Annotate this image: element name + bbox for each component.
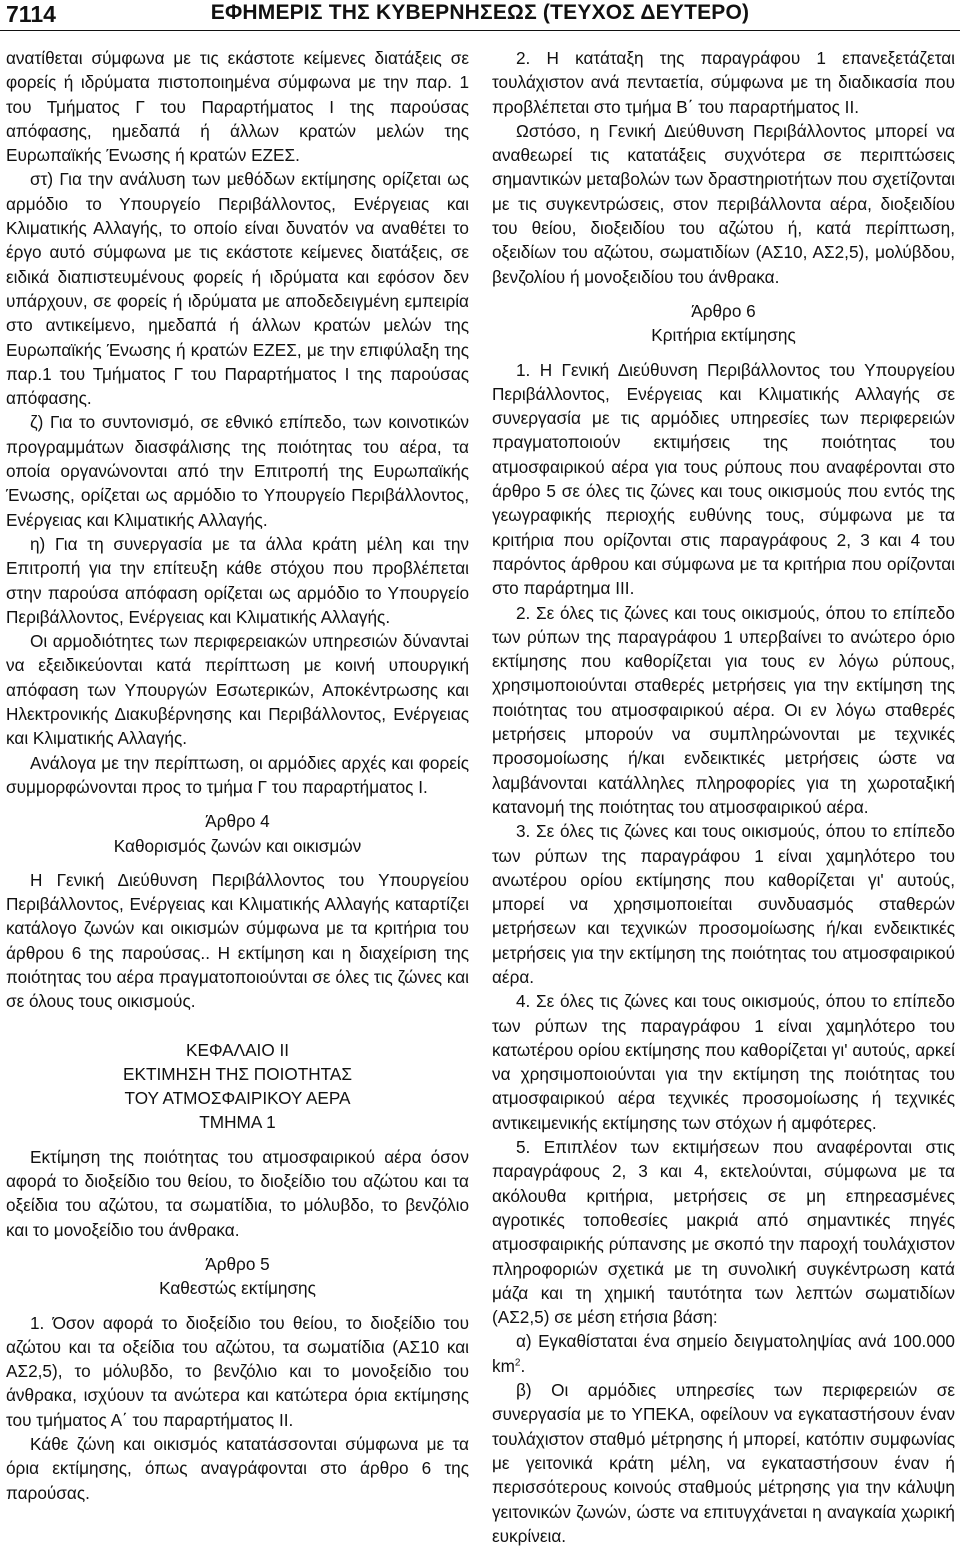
paragraph: 5. Επιπλέον των εκτιμήσεων που αναφέρονται στις παραγράφους 2, 3 και 4, εκτελούνται, σύμφωνα με τα ακόλουθα κριτήρια, μετρήσεις σε μη επηρεασμένες αγροτικές τοποθεσίες μακριά από σημαντικές πηγές ατμοσφαιρικής ρύπανσης με σκοπό την παροχή τουλάχιστον πληροφοριών σχετικά με τη συνολική συγκέντρωση κατά μάζα και τη χημική ταυτότητα των λεπτών σωματιδίων (ΑΣ2,5) σε μέση ετήσια βάση: [492, 1137, 955, 1328]
paragraph: ανατίθεται σύμφωνα με τις εκάστοτε κείμενες διατάξεις σε φορείς ή ιδρύματα πιστοποιημένα σύμφωνα με την παρ. 1 του Τμήματος Γ του Παραρτήματος Ι της παρούσας απόφασης, ημεδαπά ή άλλων κρατών μελών της Ευρωπαϊκής Ένωσης ή κρατών ΕΖΕΣ. [6, 48, 469, 166]
paragraph: Η Γενική Διεύθυνση Περιβάλλοντος του Υπουργείου Περιβάλλοντος, Ενέργειας και Κλιματικής Αλλαγής καταρτίζει κατάλογο ζωνών και οικισμών σύμφωνα με τα κριτήρια του άρθρου 6 της παρούσας.. Η εκτίμηση και η διαχείριση της ποιότητας του αέρα πραγματοποιούνται σε όλες τις ζώνες και σε όλους τους οικισμούς. [6, 869, 469, 1012]
paragraph: ζ) Για το συντονισμό, σε εθνικό επίπεδο, των κοινοτικών προγραμμάτων διασφάλισης της ποιότητας του αέρα, τα οποία οργανώνονται από την Επιτροπή της Ευρωπαϊκής Ένωσης, ορίζεται ως αρμόδιο το Υπουργείο Περιβάλλοντος, Ενέργειας και Κλιματικής Αλλαγής. [6, 412, 469, 530]
paragraph: 1. Η Γενική Διεύθυνση Περιβάλλοντος του Υπουργείου Περιβάλλοντος, Ενέργειας και Κλιματικής Αλλαγής σε συνεργασία με τις αρμόδιες υπηρεσίες των περιφερειών πραγματοποιούν εκτιμήσεις της ποιότητας του ατμοσφαιρικού αέρα για τους ρύπους που αναφέρονται στο άρθρο 5 σε όλες τις ζώνες και τους οικισμούς που εντός της γεωγραφικής περιοχής ευθύνης τους, σύμφωνα με τα κριτήρια που ορίζονται στις παραγράφους 2, 3 και 4 του παρόντος άρθρου και σύμφωνα με τα κριτήρια που ορίζονται στο παράρτημα ΙΙΙ. [492, 359, 955, 599]
paragraph: 3. Σε όλες τις ζώνες και τους οικισμούς, όπου το επίπεδο των ρύπων της παραγράφου 1 είναι χαμηλότερο του ανωτέρου ορίου εκτίμησης που καθορίζεται γι' αυτούς, μπορεί να χρησιμοποιείται συνδυασμός σταθερών μετρήσεων και τεχνικών προσομοίωσης ή/και ενδεικτικές μετρήσεις για την εκτίμηση της ποιότητας του ατμοσφαιρικού αέρα. [492, 821, 955, 987]
right-column [492, 46, 955, 1548]
paragraph: Ωστόσο, η Γενική Διεύθυνση Περιβάλλοντος μπορεί να αναθεωρεί τις κατατάξεις συχνότερα σε περιπτώσεις σημαντικών μεταβολών των δραστηριοτήτων που σχετίζονται με τις συγκεντρώσεις, στον περιβάλλοντα αέρα, διοξειδίου του θείου, διοξειδίου του αζώτου ή, κατά περίπτωση, οξειδίων του αζώτου, σωματιδίων (ΑΣ10, ΑΣ2,5), μολύβδου, βενζολίου ή μονοξειδίου του άνθρακα. [492, 120, 955, 287]
article-5-subtitle: Καθεστώς εκτίμησης [159, 1278, 316, 1299]
chapter-heading: ΚΕΦΑΛΑΙΟ ΙΙ [185, 1039, 290, 1060]
paragraph: Εκτίμηση της ποιότητας του ατμοσφαιρικού αέρα όσον αφορά το διοξείδιο του θείου, το διοξείδιο του αζώτου και τα οξείδια του αζώτου, τα σωματίδια, το μόλυβδο, το βενζόλιο και το μονοξείδιο του άνθρακα. [6, 1146, 469, 1240]
paragraph: 2. Σε όλες τις ζώνες και τους οικισμούς, όπου το επίπεδο των ρύπων της παραγράφου 1 υπερβαίνει το ανώτερο όριο εκτίμησης που καθορίζεται για τους εν λόγω ρύπους, χρησιμοποιούνται σταθερές μετρήσεις για την εκτίμηση της ποιότητας του ατμοσφαιρικού αέρα. Οι εν λόγω σταθερές μετρήσεις μπορούν να συμπληρώνονται με τεχνικές προσομοίωσης ή/και ενδεικτικές μετρήσεις ώστε να λαμβάνονται κατάλληλες πληροφορίες για τη χωροταξική κατανομή της ποιότητας του ατμοσφαιρικού αέρα. [492, 602, 955, 817]
paragraph: 2. Η κατάταξη της παραγράφου 1 επανεξετάζεται τουλάχιστον ανά πενταετία, σύμφωνα με τη διαδικασία που προβλέπεται στο τμήμα Β΄ του παραρτήματος ΙΙ. [492, 48, 955, 117]
page-header [0, 0, 960, 31]
paragraph: Κάθε ζώνη και οικισμός κατατάσσονται σύμφωνα με τα όρια εκτίμησης, όπως αναγράφονται στο άρθρο 6 της παρούσας. [6, 1434, 469, 1503]
section-heading: ΤΜΗΜΑ 1 [199, 1112, 276, 1133]
chapter-title-line-1: ΕΚΤΙΜΗΣΗ ΤΗΣ ΠΟΙΟΤΗΤΑΣ [123, 1063, 352, 1084]
article-6-subtitle: Κριτήρια εκτίμησης [651, 325, 796, 346]
paragraph: β) Οι αρμόδιες υπηρεσίες των περιφερειών σε συνεργασία με το ΥΠΕΚΑ, οφείλουν να εγκαταστήσουν έναν τουλάχιστον σταθμό μέτρησης ή μπορεί, κατόπιν συμφωνίας με γειτονικά κράτη μέλη, να εγκαταστήσουν έναν ή περισσότερους κοινούς σταθμούς μέτρησης για την κάλυψη γειτονικών ζωνών, ώστε να επιτυγχάνεται η αναγκαία χωρική ευκρίνεια. [492, 1380, 955, 1546]
article-5-title: Άρθρο 5 [205, 1253, 270, 1274]
paragraph: 1. Όσον αφορά το διοξείδιο του θείου, το διοξείδιο του αζώτου και τα οξείδια του αζώτου, τα σωματίδια (ΑΣ10 και ΑΣ2,5), το μόλυβδο, το βενζόλιο και το μονοξείδιο του άνθρακα, ισχύουν τα ανώτερα και κατώτερα όρια εκτίμησης του τμήματος Α΄ του παραρτήματος ΙΙ. [6, 1312, 469, 1430]
paragraph: Ανάλογα με την περίπτωση, οι αρμόδιες αρχές και φορείς συμμορφώνονται προς το τμήμα Γ του παραρτήματος Ι. [6, 752, 469, 797]
article-4-subtitle: Καθορισμός ζωνών και οικισμών [113, 835, 362, 856]
article-4-title: Άρθρο 4 [205, 811, 270, 832]
paragraph: Οι αρμοδιότητες των περιφερειακών υπηρεσιών δύναντai να εξειδικεύονται κατά περίπτωση με κοινή υπουργική απόφαση των Υπουργών Εσωτερικών, Αποκέντρωσης και Ηλεκτρονικής Διακυβέρνησης και Περιβάλλοντος, Ενέργειας και Κλιματικής Αλλαγής. [6, 631, 469, 749]
left-column [6, 46, 469, 1505]
paragraph: στ) Για την ανάλυση των μεθόδων εκτίμησης ορίζεται ως αρμόδιο το Υπουργείο Περιβάλλοντος, Ενέργειας και Κλιματικής Αλλαγής, το οποίο είναι δυνατόν να αναθέτει το έργο αυτό σύμφωνα με τις εκάστοτε κείμενες διατάξεις, σε ειδικά διαπιστευμένους φορείς ή ιδρύματα και εφόσον δεν υπάρχουν, σε φορείς ή ιδρύματα με αποδεδειγμένη εμπειρία στο αντικείμενο, ημεδαπά ή άλλων κρατών μελών της Ευρωπαϊκής Ένωσης ή κρατών ΕΖΕΣ, με την επιφύλαξη της παρ.1 του Τμήματος Γ του Παραρτήματος Ι της παρούσας απόφασης. [6, 169, 469, 409]
superscript: 2 [514, 1357, 521, 1368]
article-6-title: Άρθρο 6 [691, 300, 756, 321]
paragraph-end: . [520, 1355, 526, 1376]
paragraph-text: α) Εγκαθίσταται ένα σημείο δειγματοληψίας ανά 100.000 km [492, 1331, 955, 1376]
chapter-title-line-2: ΤΟΥ ΑΤΜΟΣΦΑΙΡΙΚΟΥ ΑΕΡΑ [124, 1088, 351, 1109]
paragraph: 4. Σε όλες τις ζώνες και τους οικισμούς, όπου το επίπεδο των ρύπων της παραγράφου 1 είναι χαμηλότερο του κατωτέρου ορίου εκτίμησης που καθορίζεται γι' αυτούς, αρκεί να χρησιμοποιούνται για την εκτίμηση της ποιότητας του ατμοσφαιρικού αέρα τεχνικές προσομοίωσης ή τεχνικές αντικειμενικής εκτίμησης των στόχων ή αμφότερες. [492, 991, 955, 1133]
paragraph [492, 1329, 955, 1378]
gazette-title: ΕΦΗΜΕΡΙΣ ΤΗΣ ΚΥΒΕΡΝΗΣΕΩΣ (ΤΕΥΧΟΣ ΔΕΥΤΕΡΟ) [210, 1, 750, 24]
paragraph: η) Για τη συνεργασία με τα άλλα κράτη μέλη και την Επιτροπή για την επίτευξη κάθε στόχου που προβλέπεται στην παρούσα απόφαση ορίζεται ως αρμόδιο το Υπουργείο Περιβάλλοντος, Ενέργειας και Κλιματικής Αλλαγής. [6, 533, 469, 627]
page-number: 7114 [6, 1, 56, 27]
